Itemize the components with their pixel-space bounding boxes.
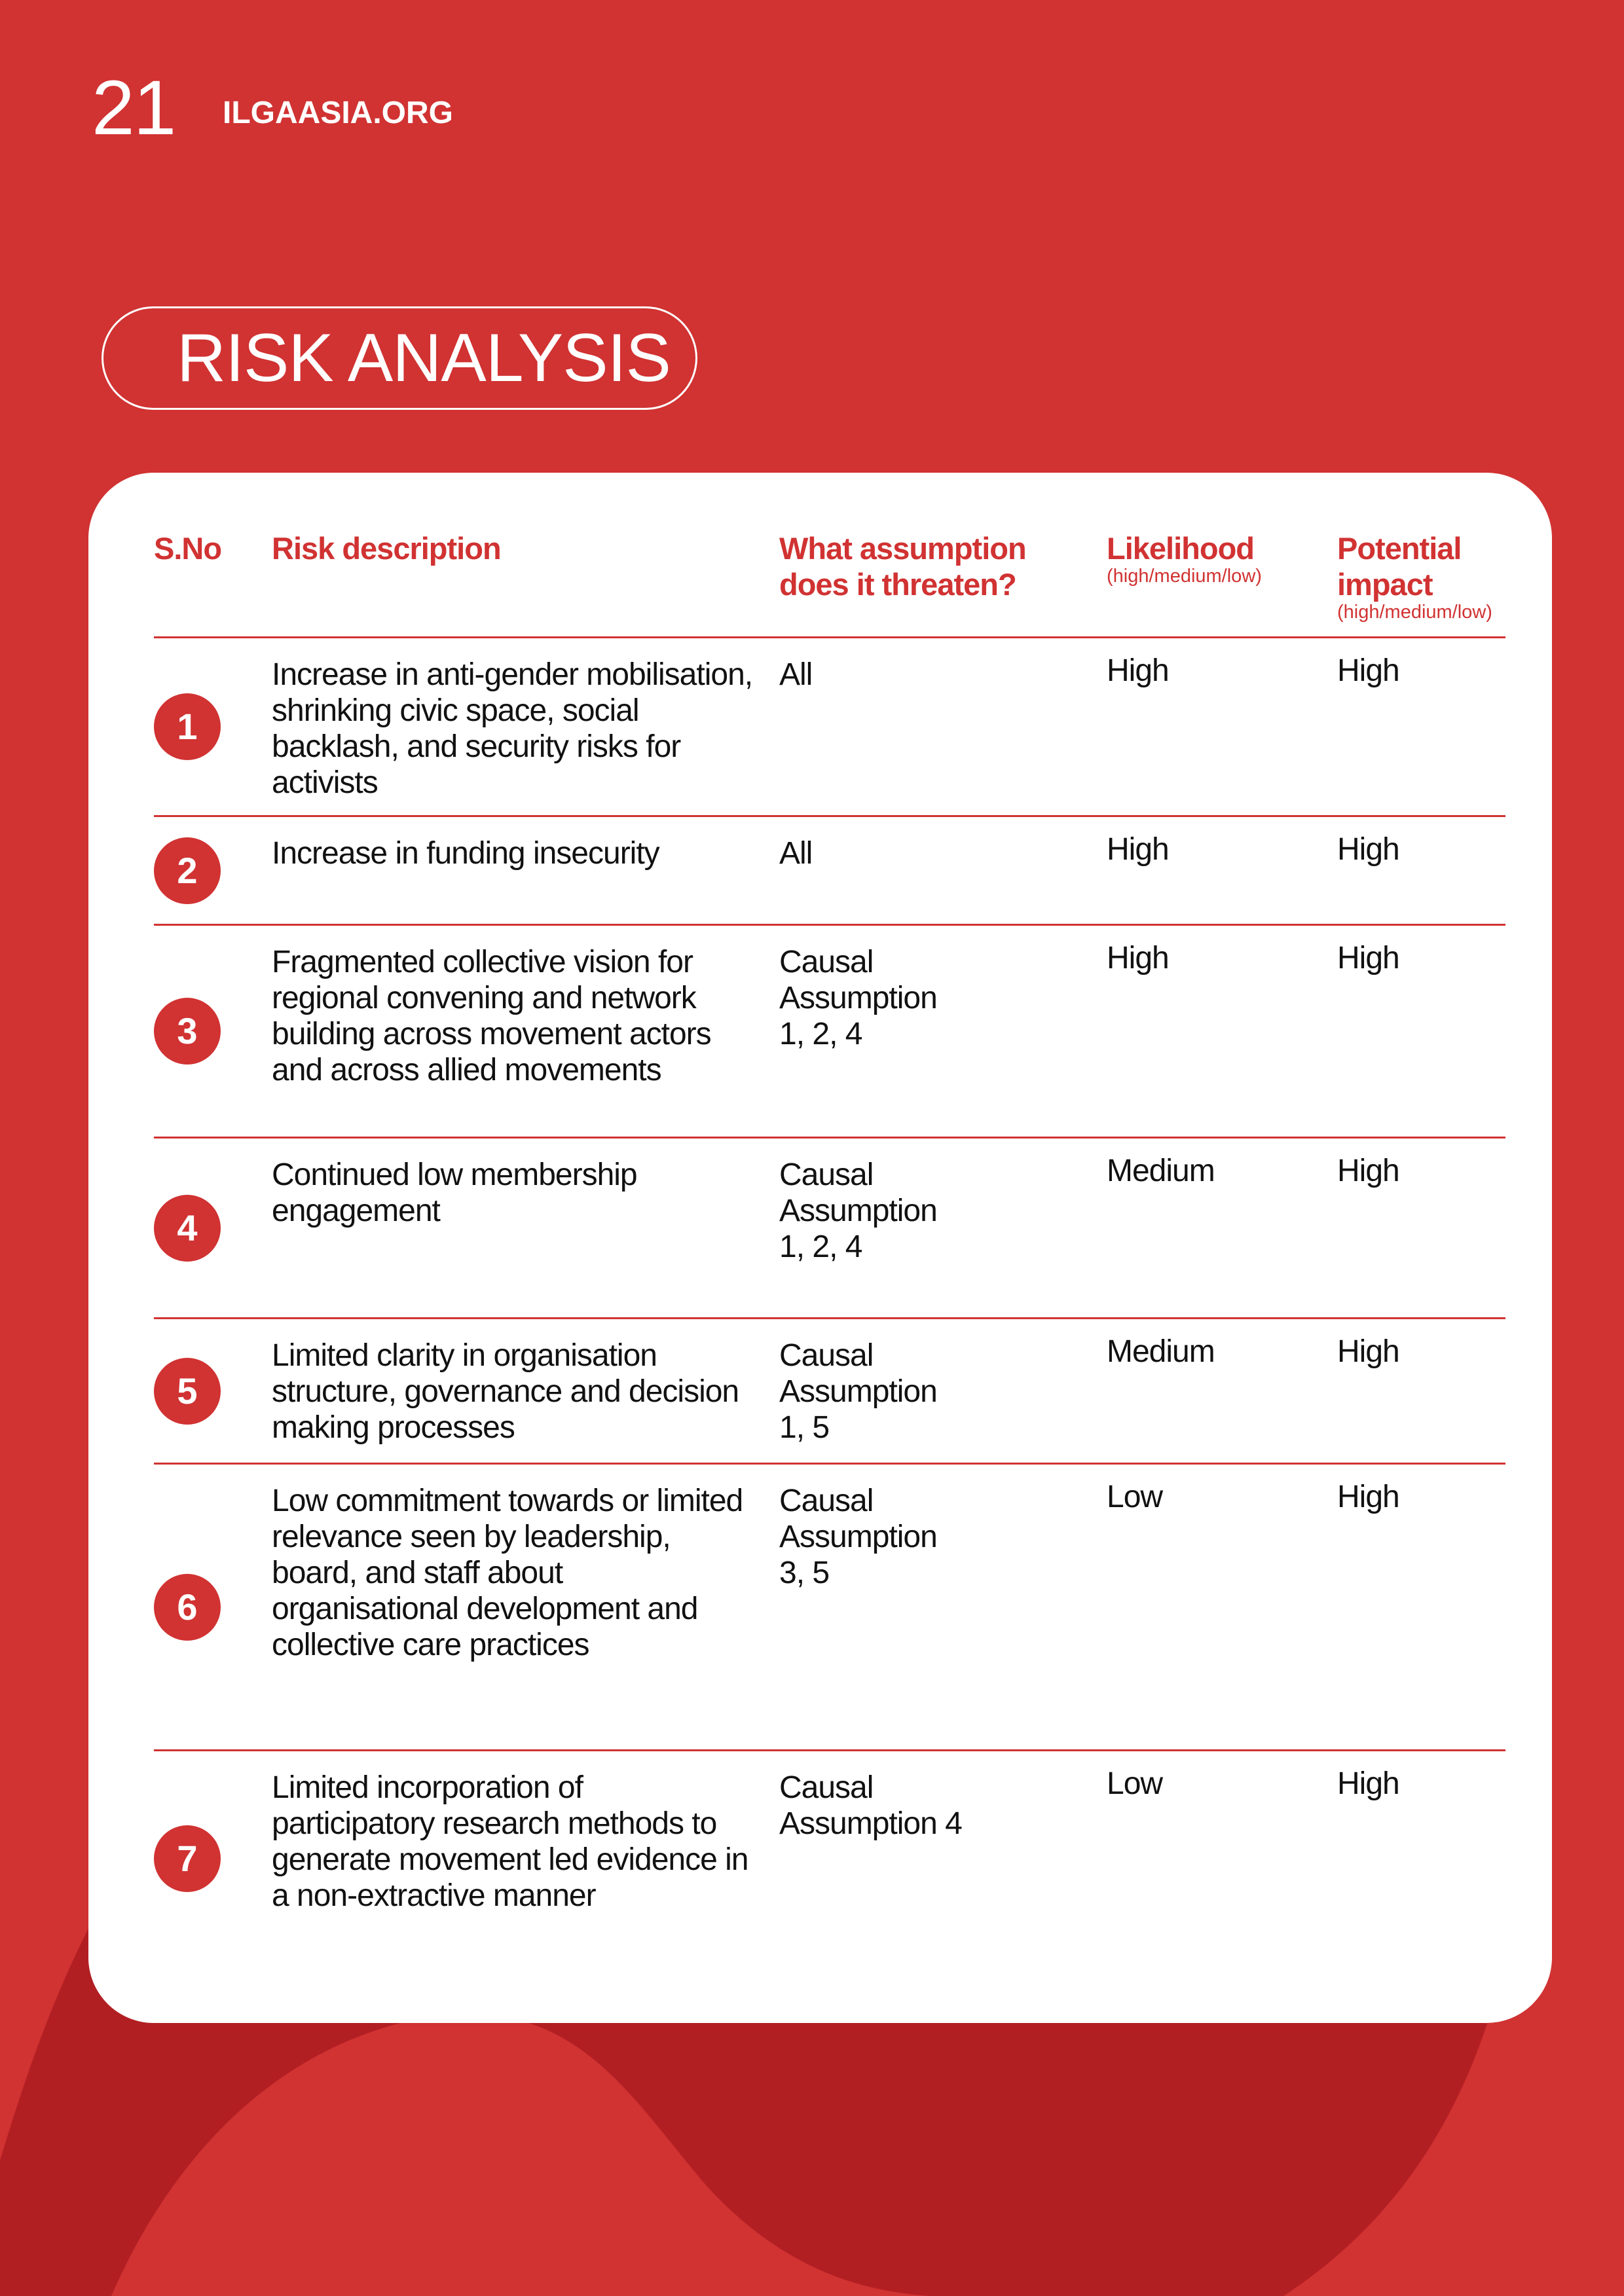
risk-description: Increase in funding insecurity <box>272 836 659 871</box>
row-number-badge: 4 <box>154 1195 221 1262</box>
header-likelihood-text: Likelihood <box>1107 531 1254 566</box>
risk-assumption: Causal Assumption 3, 5 <box>779 1484 937 1590</box>
row-number-cell <box>154 1319 272 1464</box>
table-row <box>154 816 1505 925</box>
table-row <box>154 638 1505 816</box>
risk-impact: High <box>1337 832 1399 867</box>
risk-description: Fragmented collective vision for regional convening and network building across movement actors and across allied movements <box>272 945 711 1087</box>
row-number-cell <box>154 1464 272 1751</box>
risk-table <box>154 519 1505 1967</box>
risk-assumption: Causal Assumption 1, 5 <box>779 1338 937 1445</box>
table-row <box>154 1464 1505 1751</box>
risk-description: Increase in anti-gender mobilisation, shrinking civic space, social backlash, and security risks for activists <box>272 657 753 800</box>
row-number-cell <box>154 638 272 816</box>
table-row <box>154 1138 1505 1319</box>
risk-assumption: Causal Assumption 1, 2, 4 <box>779 945 937 1051</box>
risk-assumption: All <box>779 657 813 692</box>
risk-impact: High <box>1337 653 1399 688</box>
risk-impact: High <box>1337 1334 1399 1369</box>
row-number-badge: 3 <box>154 998 221 1065</box>
risk-assumption: Causal Assumption 1, 2, 4 <box>779 1157 937 1264</box>
row-number-cell <box>154 1751 272 1967</box>
header-assumption-text: What assumption does it threaten? <box>779 531 1026 602</box>
risk-likelihood: High <box>1107 832 1169 867</box>
risk-likelihood: Low <box>1107 1480 1163 1514</box>
header-assumption <box>779 519 1107 638</box>
header-sno: S.No <box>154 531 222 566</box>
risk-description: Low commitment towards or limited relevance seen by leadership, board, and staff about organisational development and collective care practices <box>272 1484 743 1662</box>
header-impact-scale: (high/medium/low) <box>1337 602 1492 623</box>
risk-impact: High <box>1337 941 1399 975</box>
row-number-cell <box>154 925 272 1138</box>
risk-description: Limited clarity in organisation structure, governance and decision making processes <box>272 1338 739 1445</box>
risk-assumption: Causal Assumption 4 <box>779 1770 962 1841</box>
risk-likelihood: High <box>1107 941 1169 975</box>
table-row <box>154 925 1505 1138</box>
header-impact-text: Potential impact <box>1337 531 1462 602</box>
row-number-badge: 5 <box>154 1358 221 1425</box>
risk-assumption: All <box>779 836 813 871</box>
risk-likelihood: Medium <box>1107 1154 1215 1188</box>
risk-table-card <box>88 473 1552 2023</box>
table-row <box>154 1751 1505 1967</box>
risk-likelihood: Medium <box>1107 1334 1215 1369</box>
risk-impact: High <box>1337 1154 1399 1188</box>
header-likelihood-scale: (high/medium/low) <box>1107 566 1262 587</box>
page-title: RISK ANALYSIS <box>177 320 671 396</box>
row-number-badge: 1 <box>154 693 221 760</box>
page-number: 21 <box>92 65 175 151</box>
row-number-badge: 6 <box>154 1574 221 1641</box>
table-header-row <box>154 519 1505 638</box>
title-pill <box>101 306 697 410</box>
row-number-badge: 2 <box>154 837 221 904</box>
risk-impact: High <box>1337 1480 1399 1514</box>
risk-likelihood: High <box>1107 653 1169 688</box>
row-number-cell <box>154 816 272 925</box>
site-url: ILGAASIA.ORG <box>223 96 454 130</box>
risk-description: Limited incorporation of participatory research methods to generate movement led evidence in a non-extractive manner <box>272 1770 748 1913</box>
header-description: Risk description <box>272 531 501 566</box>
header-likelihood <box>1107 519 1337 638</box>
risk-impact: High <box>1337 1766 1399 1801</box>
table-row <box>154 1319 1505 1464</box>
row-number-cell <box>154 1138 272 1319</box>
risk-likelihood: Low <box>1107 1766 1163 1801</box>
risk-description: Continued low membership engagement <box>272 1157 637 1228</box>
row-number-badge: 7 <box>154 1825 221 1892</box>
header-impact <box>1337 519 1505 638</box>
